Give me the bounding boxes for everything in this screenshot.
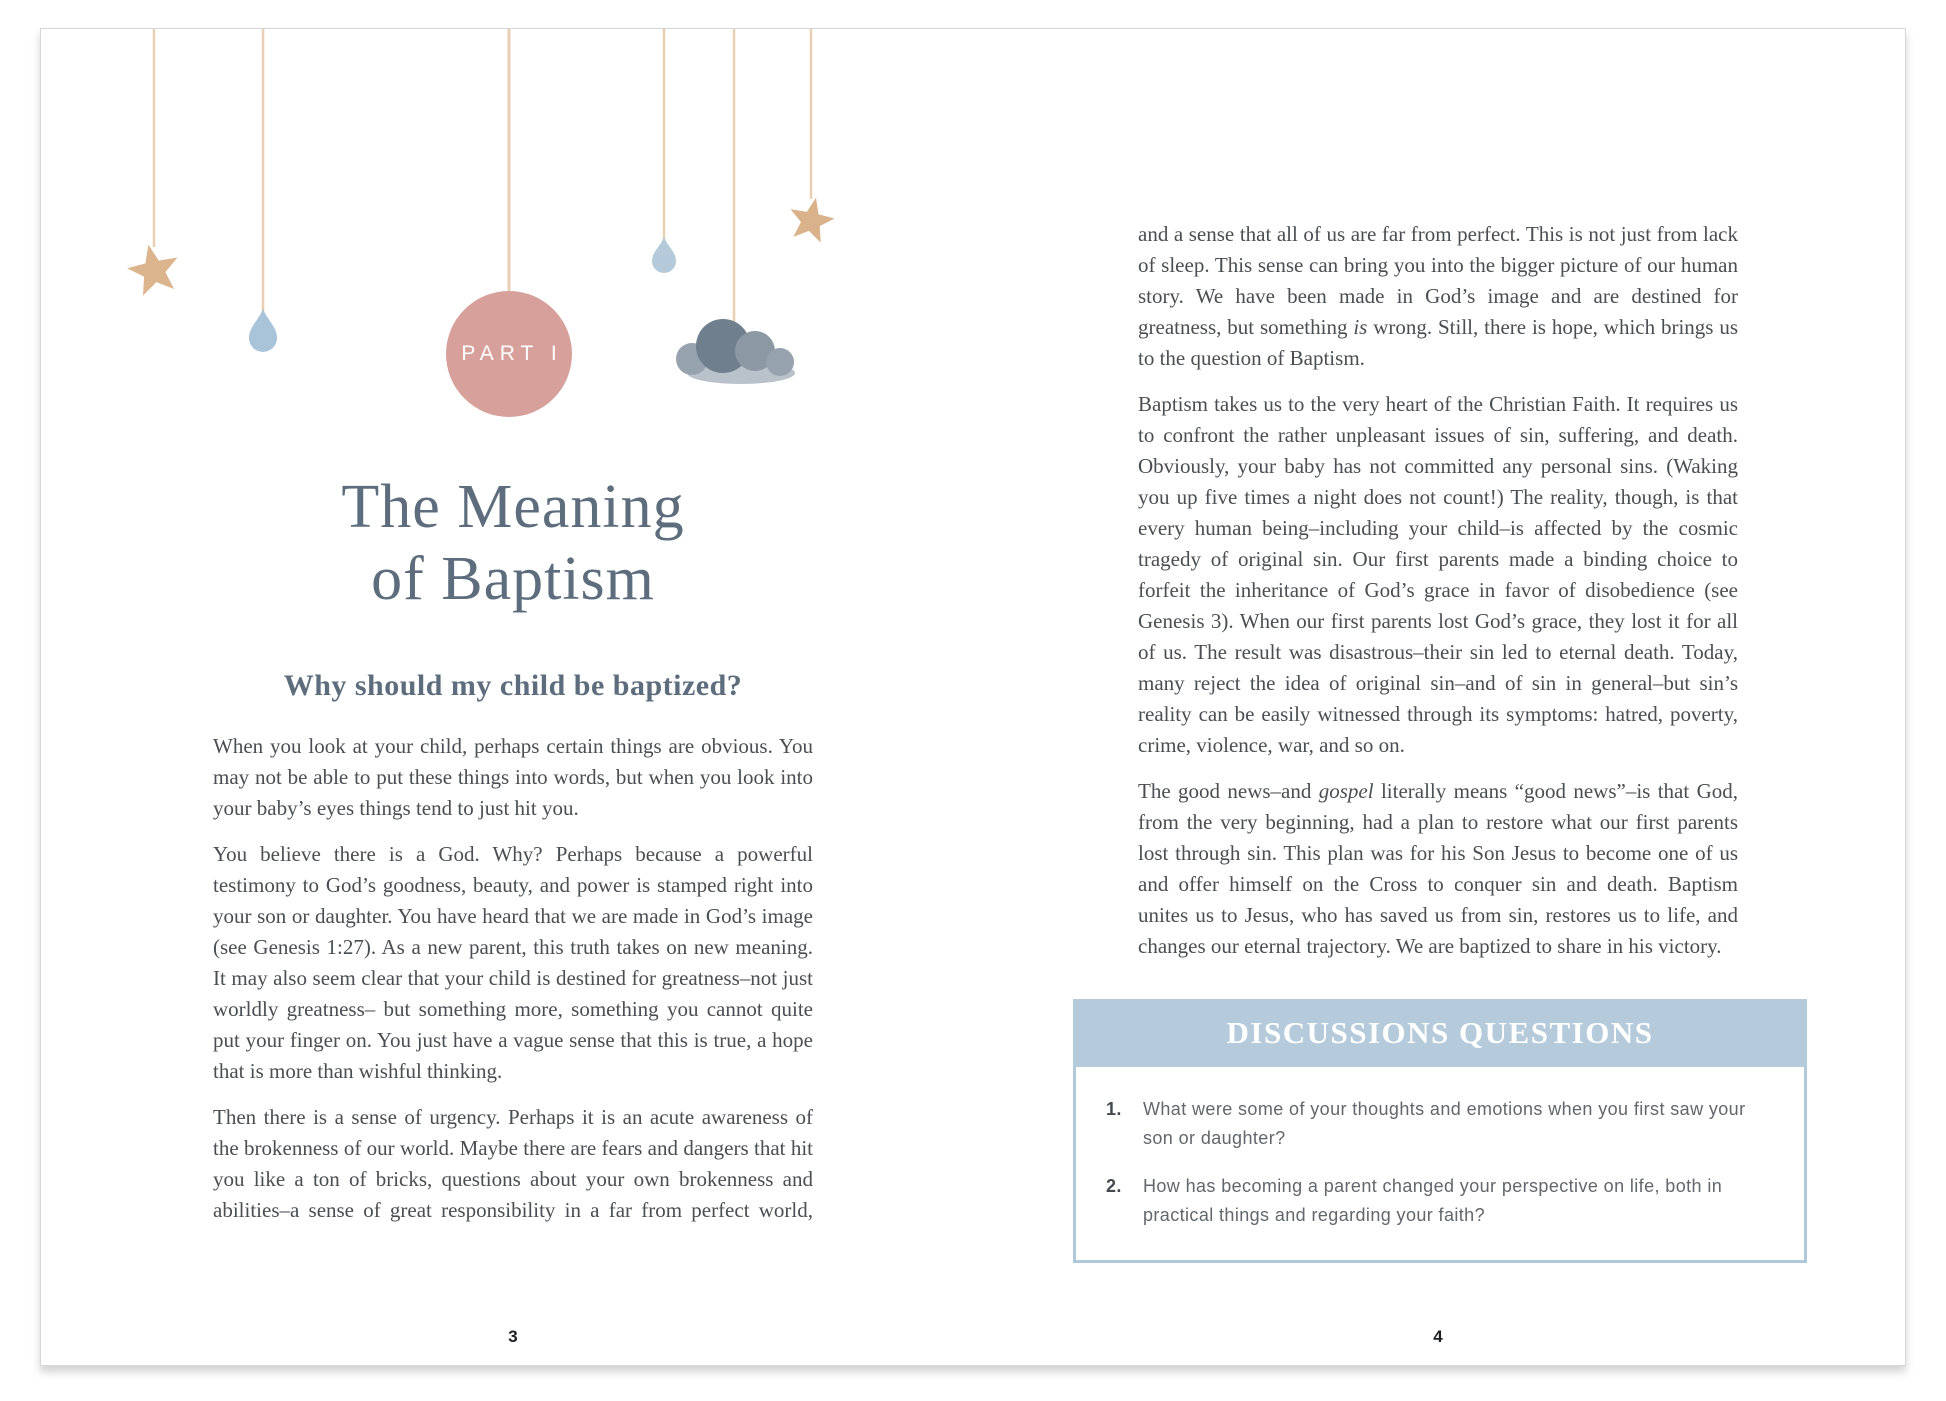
discussion-questions-box <box>1073 999 1807 1263</box>
question-number: 1. <box>1106 1099 1122 1119</box>
discussion-question <box>1106 1172 1768 1230</box>
chapter-title <box>213 471 813 615</box>
chapter-title-line2: of Baptism <box>371 545 655 613</box>
part-label: PART I <box>461 342 563 365</box>
paragraph: Then there is a sense of urgency. Perhaps it is an acute awareness of the brokenness of our world. Maybe there are fears and dangers that hit you like a ton of bricks, questions about your own brokenness and abilities–a sense of great responsibility in a far from perfect world, <box>213 1105 813 1222</box>
paragraph: and a sense that all of us are far from perfect. This is not just from lack of sleep. This sense can bring you into the bigger picture of our human story. We have been made in God’s image and are destined for greatness, but something is wrong. Still, there is hope, which brings us to the question of Baptism. <box>1138 222 1739 370</box>
page-number-left: 3 <box>508 1327 518 1346</box>
paragraph: The good news–and gospel literally means “good news”–is that God, from the very beginning, had a plan to restore what our first parents lost through sin. This plan was for his Son Jesus to become one of us and offer himself on the Cross to conquer sin and death. Baptism unites us to Jesus, who has saved us from sin, restores us to life, and changes our eternal trajectory. We are baptized to share in his victory. <box>1138 779 1738 958</box>
paragraph: Baptism takes us to the very heart of the Christian Faith. It requires us to confront the rather unpleasant issues of sin, suffering, and death. Obviously, your baby has not committed any personal sins. (Waking you up five times a night does not count!) The reality, though, is that every human being–including your child–is affected by the cosmic tragedy of original sin. Our first parents made a binding choice to forfeit the inheritance of God’s grace in favor of disobedience (see Genesis 3). When our first parents lost God’s grace, they lost it for all of us. The result was disastrous–their sin led to eternal death. Today, many reject the idea of original sin–and of sin in general–but sin’s reality can be easily witnessed through its symptoms: hatred, poverty, crime, violence, war, and so on. <box>1138 392 1738 757</box>
discussion-questions-body <box>1073 1067 1807 1263</box>
question-text: What were some of your thoughts and emotions when you first saw your son or daughter? <box>1143 1099 1746 1148</box>
discussion-questions-header: DISCUSSIONS QUESTIONS <box>1073 999 1807 1067</box>
page-number-right: 4 <box>1433 1327 1443 1346</box>
paragraph: When you look at your child, perhaps certain things are obvious. You may not be able to put these things into words, but when you look into your baby’s eyes things tend to just hit you. <box>213 734 813 820</box>
right-page-body <box>1138 219 1738 977</box>
chapter-title-line1: The Meaning <box>341 473 685 541</box>
star-icon <box>123 239 183 297</box>
page-spread <box>40 28 1906 1366</box>
question-number: 2. <box>1106 1176 1122 1196</box>
section-heading: Why should my child be baptized? <box>283 669 743 702</box>
left-page <box>213 29 813 1365</box>
question-text: How has becoming a parent changed your perspective on life, both in practical things and regarding your faith? <box>1143 1176 1723 1225</box>
discussion-question <box>1106 1095 1768 1153</box>
paragraph: You believe there is a God. Why? Perhaps because a powerful testimony to God’s goodness, beauty, and power is stamped right into your son or daughter. You have heard that we are made in God’s image (see Genesis 1:27). As a new parent, this truth takes on new meaning. It may also seem clear that your child is destined for greatness–not just worldly greatness– but something more, something you cannot quite put your finger on. You just have a vague sense that this is true, a hope that is more than wishful thinking. <box>213 842 813 1083</box>
left-page-body <box>213 731 813 1241</box>
